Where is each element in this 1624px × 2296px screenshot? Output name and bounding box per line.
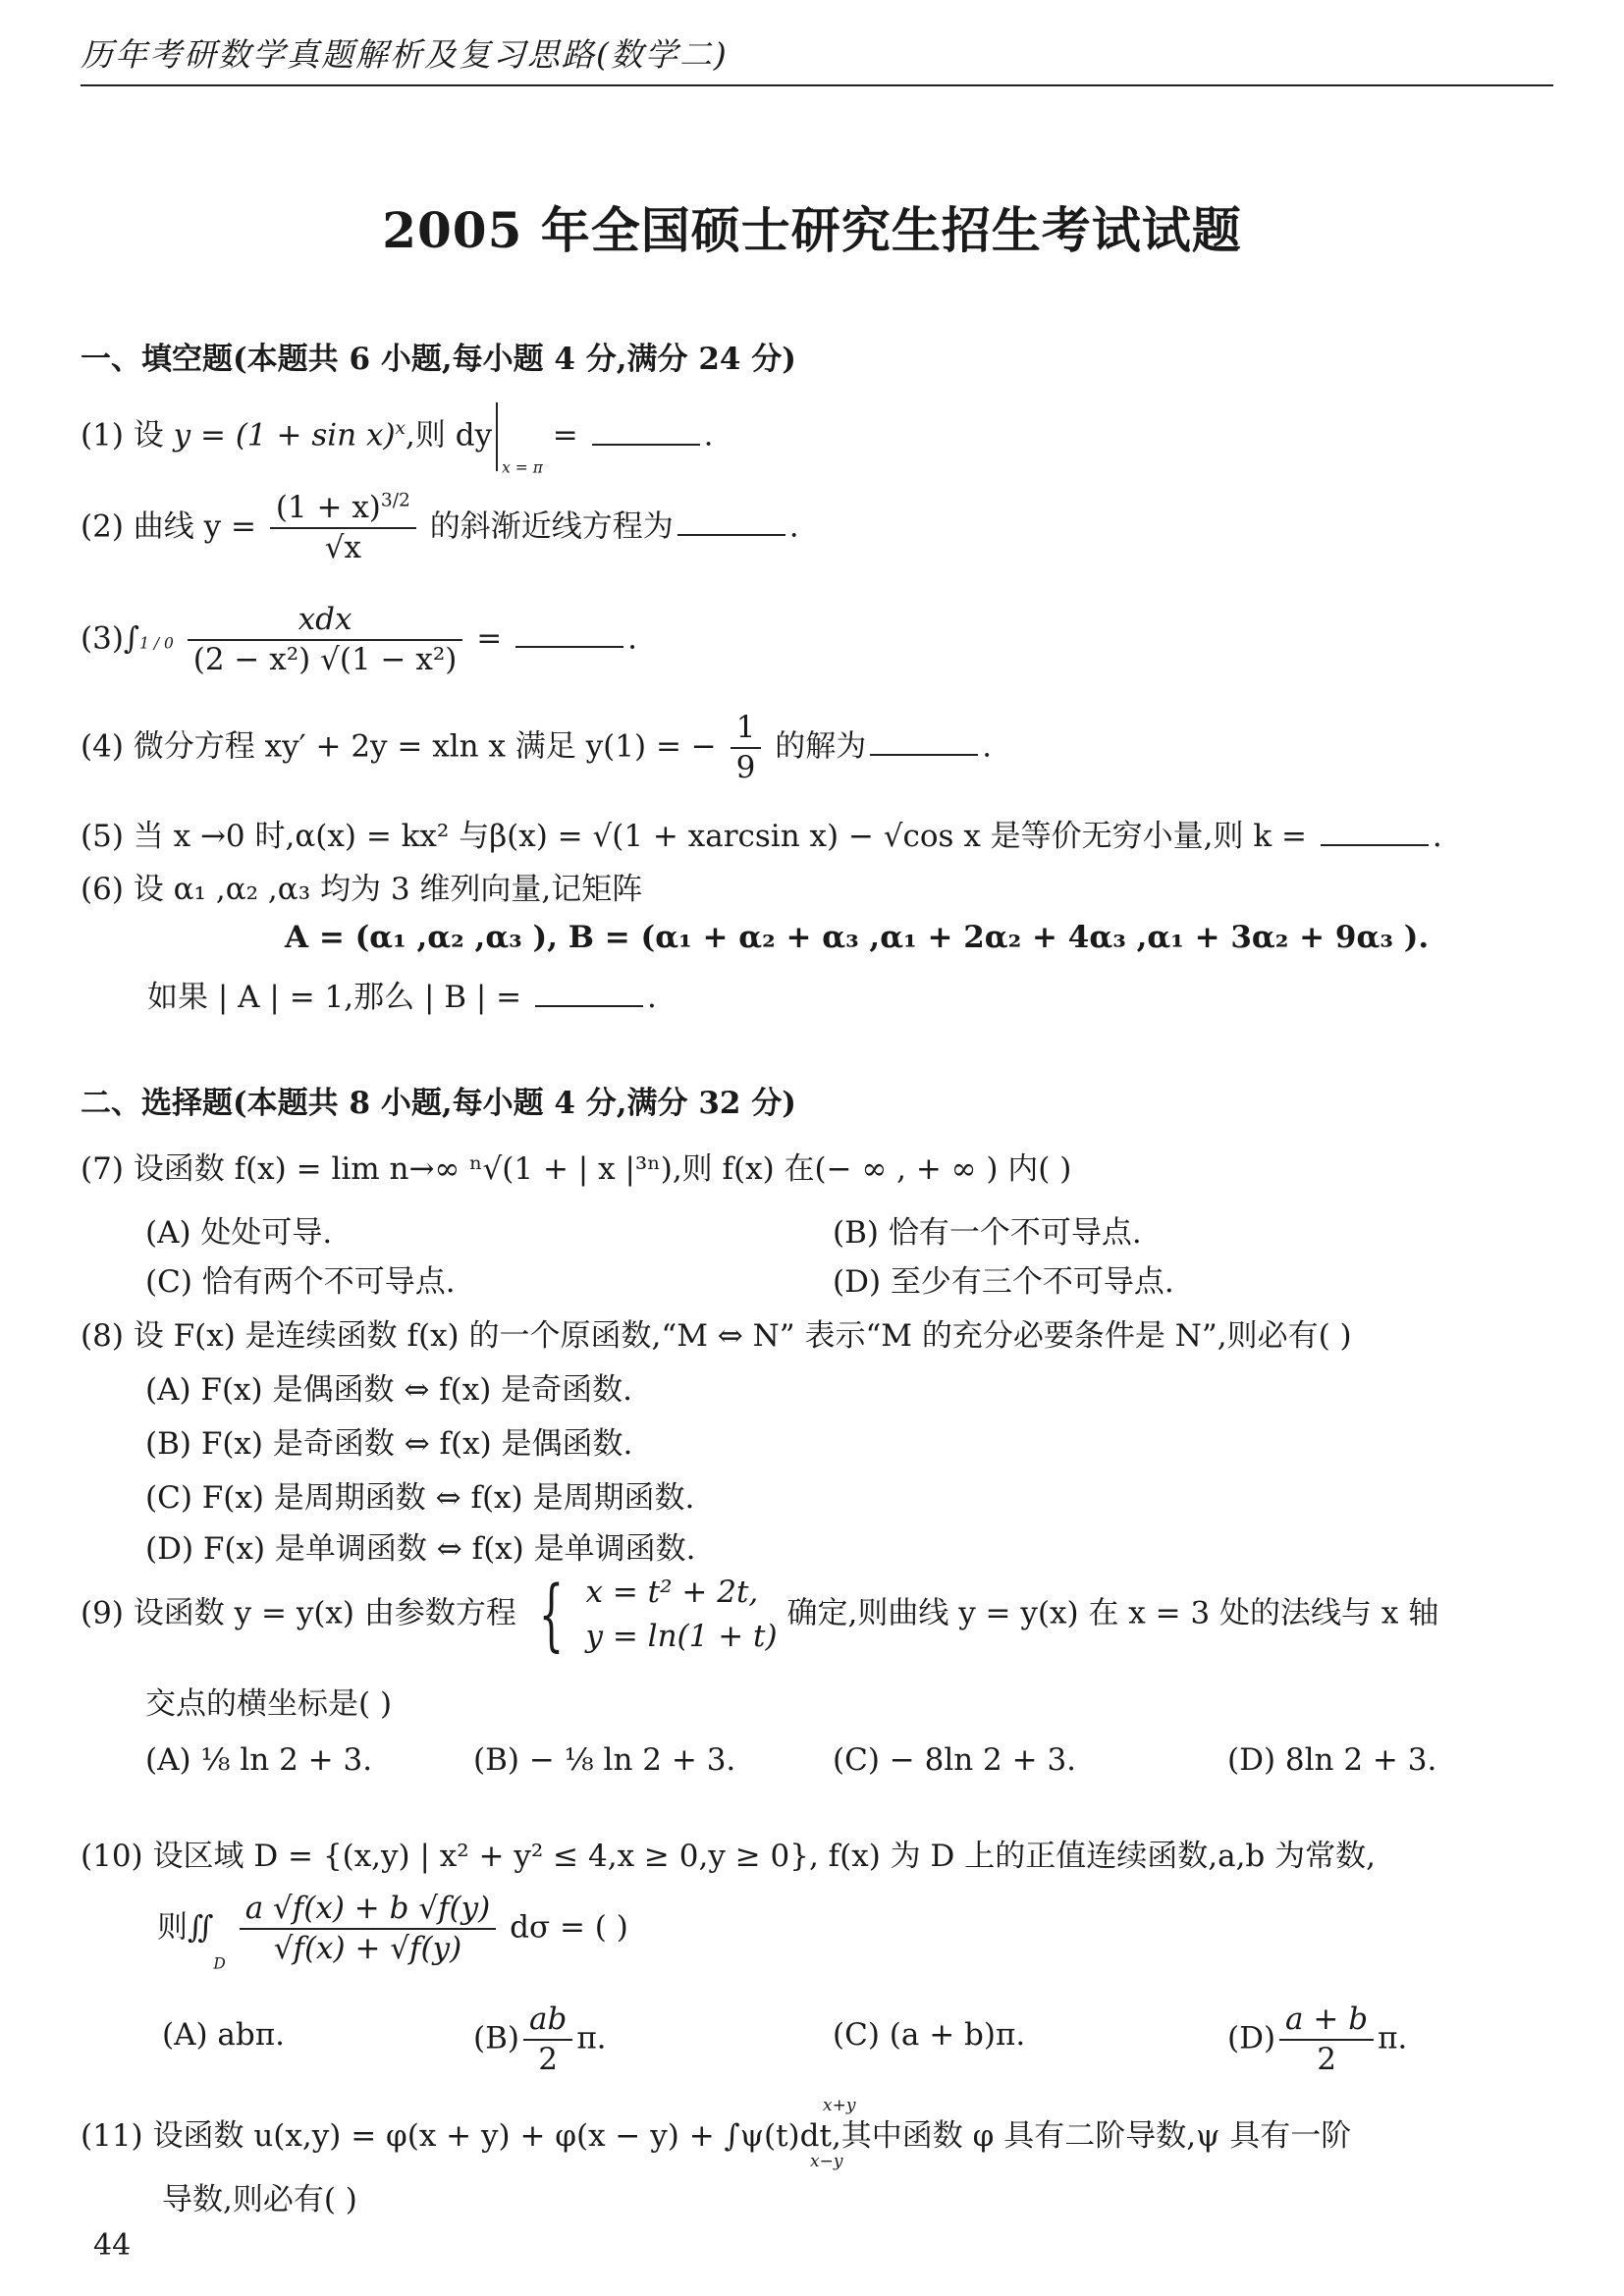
q3-den: (2 − x²) √(1 − x²): [192, 641, 458, 677]
q4-num: 1: [731, 709, 762, 749]
q7-option-c: (C) 恰有两个不可导点.: [145, 1264, 456, 1300]
question-7: (7) 设函数 f(x) = lim n→∞ ⁿ√(1 + | x |³ⁿ),则 f(x) 在(− ∞ , + ∞ ) 内( ): [81, 1151, 1072, 1187]
answer-blank: [1321, 843, 1429, 846]
q1-mid: ,则 dy: [406, 417, 493, 454]
question-6-line2: A = (α₁ ,α₂ ,α₃ ), B = (α₁ + α₂ + α₃ ,α₁ + 2α₂ + 4α₃ ,α₁ + 3α₂ + 9α₃ ).: [285, 920, 1430, 955]
question-5: (5) 当 x →0 时,α(x) = kx² 与β(x) = √(1 + xarcsin x) − √cos x 是等价无穷小量,则 k = .: [81, 819, 1442, 854]
q8-option-d: (D) F(x) 是单调函数 ⇔ f(x) 是单调函数.: [145, 1531, 696, 1567]
q2-num: (1 + x): [275, 490, 381, 525]
question-10: (10) 设区域 D = {(x,y) | x² + y² ≤ 4,x ≥ 0,y ≥ 0}, f(x) 为 D 上的正值连续函数,a,b 为常数,: [81, 1839, 1376, 1874]
q10-num: a √f(x) + b √f(y): [240, 1890, 497, 1930]
eval-bar: [496, 402, 498, 471]
q11-upper-limit: x+y: [823, 2096, 856, 2115]
q9-option-d: (D) 8ln 2 + 3.: [1227, 1742, 1437, 1778]
q2-fraction: [270, 489, 416, 567]
q6-line3-text: 如果 | A | = 1,那么 | B | =: [147, 980, 532, 1015]
q10-b-num: ab: [523, 2001, 572, 2041]
q2-den: √x: [324, 529, 361, 565]
question-6-line3: 如果 | A | = 1,那么 | B | = .: [147, 980, 657, 1015]
q10-fraction: [240, 1890, 497, 1968]
q3-post: =: [476, 620, 513, 657]
question-11: (11) 设函数 u(x,y) = φ(x + y) + φ(x − y) + ∫ψ(t)dt,其中函数 φ 具有二阶导数,ψ 具有一阶: [81, 2118, 1352, 2154]
q10-d-num: a + b: [1279, 2001, 1374, 2041]
q2-post: 的斜渐近线方程为: [429, 508, 674, 545]
q10-sub: D: [213, 1954, 226, 1973]
q8-option-b: (B) F(x) 是奇函数 ⇔ f(x) 是偶函数.: [145, 1426, 633, 1462]
q10-option-a: (A) abπ.: [162, 2017, 285, 2053]
q10-b-post: π.: [576, 2020, 607, 2056]
question-6-line1: (6) 设 α₁ ,α₂ ,α₃ 均为 3 维列向量,记矩阵: [81, 872, 643, 907]
running-header: 历年考研数学真题解析及复习思路(数学二): [81, 35, 729, 74]
page-title: 2005 年全国硕士研究生招生考试试题: [382, 201, 1242, 259]
q8-option-a: (A) F(x) 是偶函数 ⇔ f(x) 是奇函数.: [145, 1372, 632, 1408]
q1-expr: y = (1 + sin x): [173, 417, 396, 454]
answer-blank: [870, 753, 978, 756]
q3-lims: 1 / 0: [139, 634, 174, 653]
q10-d-post: π.: [1378, 2020, 1408, 2056]
question-2: (2) 曲线 y = $\frac{(1 + x)^{3/2}}{√x}$ 的斜渐近线方程为 .: [81, 490, 799, 565]
q1-sup: x: [395, 418, 406, 440]
q9-post: 确定,则曲线 y = y(x) 在 x = 3 处的法线与 x 轴: [786, 1595, 1439, 1631]
q10-integral: [157, 1890, 628, 1972]
q8-option-c: (C) F(x) 是周期函数 ⇔ f(x) 是周期函数.: [145, 1480, 695, 1516]
q11-line2: 导数,则必有( ): [162, 2182, 357, 2217]
answer-blank: [535, 1004, 643, 1007]
q10-option-c: (C) (a + b)π.: [833, 2017, 1026, 2053]
q9-eq1: x = t² + 2t,: [585, 1575, 759, 1610]
q10-option-b: (B) $\frac{ab}{2}$ π.: [473, 2002, 607, 2077]
q9-option-b: (B) − ⅛ ln 2 + 3.: [473, 1742, 736, 1778]
q4-post: 的解为: [775, 728, 867, 765]
page-number: 44: [93, 2228, 132, 2263]
answer-blank: [677, 533, 785, 536]
section-heading-fill-in: 一、填空题(本题共 6 小题,每小题 4 分,满分 24 分): [81, 342, 796, 377]
question-3: (3)∫1 / 0 $\frac{\text{xdx}}{\text{(2 − x²) √(1 − x²)}}$ = .: [81, 602, 637, 677]
question-8: (8) 设 F(x) 是连续函数 f(x) 的一个原函数,“M ⇔ N” 表示“M 的充分必要条件是 N”,则必有( ): [81, 1318, 1352, 1354]
q10-d-den: 2: [1317, 2041, 1336, 2077]
q7-option-b: (B) 恰有一个不可导点.: [833, 1215, 1142, 1251]
answer-blank: [592, 443, 700, 446]
q3-num: xdx: [188, 601, 463, 641]
q10-b-fraction: [523, 2001, 572, 2079]
q2-pre: (2) 曲线 y =: [81, 508, 266, 545]
q3-fraction: [188, 601, 463, 679]
q9-eq2: y = ln(1 + t): [585, 1618, 778, 1654]
answer-blank: [515, 645, 623, 648]
q10-d-fraction: [1279, 2001, 1374, 2079]
q9-option-c: (C) − 8ln 2 + 3.: [833, 1742, 1077, 1778]
q9-option-a: (A) ⅛ ln 2 + 3.: [145, 1742, 373, 1778]
section-heading-choice: 二、选择题(本题共 8 小题,每小题 4 分,满分 32 分): [81, 1086, 796, 1121]
question-9: [81, 1568, 1439, 1660]
question-4: (4) 微分方程 xy′ + 2y = xln x 满足 y(1) = − $\frac{1}{9}$ 的解为 .: [81, 710, 993, 785]
q10-post: dσ = ( ): [510, 1909, 628, 1946]
q3-pre: (3)∫: [81, 620, 140, 657]
q2-num-sup: 3/2: [380, 490, 410, 511]
question-1: (1) 设 $y = (1 + \sin x)^x$,则 $dy_{x = \pi}$ = .: [81, 402, 713, 477]
q10-option-d: (D) $\frac{a + b}{2}$ π.: [1227, 2002, 1408, 2077]
q1-post: =: [542, 417, 588, 454]
q5-text: (5) 当 x →0 时,α(x) = kx² 与β(x) = √(1 + xarcsin x) − √cos x 是等价无穷小量,则 k =: [81, 819, 1317, 854]
q1-pre: (1) 设: [81, 417, 174, 454]
q4-den: 9: [735, 749, 756, 785]
q7-option-d: (D) 至少有三个不可导点.: [833, 1264, 1174, 1300]
q10-b-den: 2: [538, 2041, 559, 2077]
q11-lower-limit: x−y: [810, 2152, 843, 2171]
q7-option-a: (A) 处处可导.: [145, 1215, 333, 1251]
q9-line2: 交点的横坐标是( ): [145, 1686, 393, 1722]
brace: {: [538, 1568, 564, 1660]
q4-fraction: [731, 709, 762, 787]
q4-pre: (4) 微分方程 xy′ + 2y = xln x 满足 y(1) = −: [81, 728, 717, 765]
q10-pre: 则∬: [157, 1909, 214, 1946]
q1-eval: x = π: [502, 458, 543, 477]
q10-den: √f(x) + √f(y): [273, 1930, 462, 1966]
q9-pre: (9) 设函数 y = y(x) 由参数方程: [81, 1595, 516, 1631]
q9-system: [585, 1571, 777, 1659]
header-rule: [81, 84, 1553, 86]
